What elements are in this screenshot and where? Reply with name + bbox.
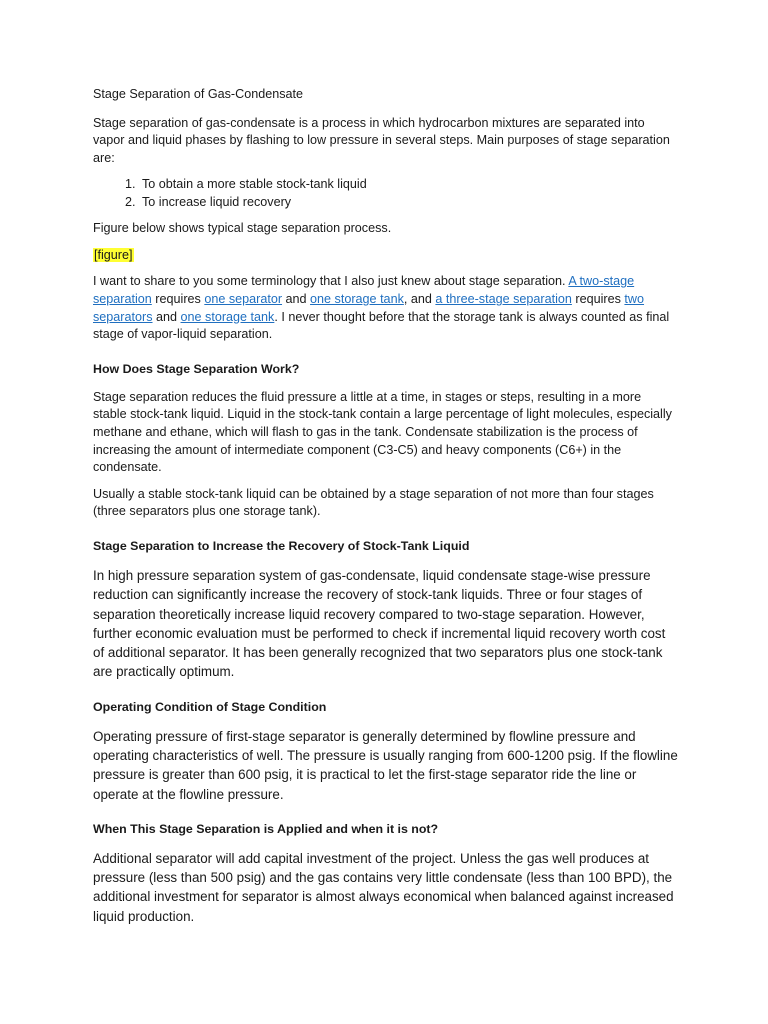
figure-placeholder: [figure] bbox=[94, 247, 133, 262]
terminology-text: . I never thought before that the storage tank is always counted as final stage of vapor-liquid separation. bbox=[93, 309, 670, 342]
terminology-text: and bbox=[152, 309, 181, 324]
section-paragraph: Additional separator will add capital investment of the project. Unless the gas well produces at pressure (less than 500 psig) and the gas contains very little condensate (less than 100 BPD), the additional investment for separator is almost always economical when balanced against increased liquid production. bbox=[93, 850, 674, 924]
link-two-separators[interactable]: two separators bbox=[93, 291, 645, 324]
list-item: 1. To obtain a more stable stock-tank liquid bbox=[139, 176, 678, 193]
section-paragraph: In high pressure separation system of gas-condensate, liquid condensate stage-wise pressure reduction can significantly increase the recovery of stock-tank liquids. Three or four stages of separation theoretically increase liquid recovery compared to two-stage separation. However, further economic evaluation must be performed to check if incremental liquid recovery worth cost of additional separator. It has been generally recognized that two separators plus one stock-tank are practically optimum. bbox=[93, 567, 666, 680]
list-item: 2. To increase liquid recovery bbox=[139, 194, 678, 211]
link-three-stage-separation[interactable]: a three-stage separation bbox=[435, 291, 572, 306]
terminology-text: I want to share to you some terminology that I also just knew about stage separation. bbox=[93, 274, 569, 289]
section-heading: How Does Stage Separation Work? bbox=[93, 361, 300, 376]
section-paragraph: Stage separation reduces the fluid pressure a little at a time, in stages or steps, resulting in a more stable stock-tank liquid. Liquid in the stock-tank contain a large percentage of light molecules, especially methane and ethane, which will flash to gas in the tank. Condensate stabilization is the process of increasing the amount of intermediate component (C3-C5) and heavy components (C6+) in the condensate. bbox=[93, 389, 672, 475]
section-heading: Stage Separation to Increase the Recovery of Stock-Tank Liquid bbox=[93, 538, 470, 553]
section-heading: Operating Condition of Stage Condition bbox=[93, 699, 327, 714]
link-one-storage-tank[interactable]: one storage tank bbox=[310, 291, 404, 306]
terminology-text: requires bbox=[571, 291, 625, 306]
figure-paragraph bbox=[93, 247, 678, 265]
section-paragraph: Operating pressure of first-stage separator is generally determined by flowline pressure and operating characteristics of well. The pressure is usually ranging from 600-1200 psig. If the flowline pressure is greater than 600 psig, it is practical to let the first-stage separator ride the line or operate at the flowline pressure. bbox=[93, 728, 678, 802]
terminology-text: requires bbox=[151, 291, 205, 306]
intro-paragraph: Stage separation of gas-condensate is a process in which hydrocarbon mixtures are separated into vapor and liquid phases by flashing to low pressure in several steps. Main purposes of stage separation are: bbox=[93, 115, 670, 165]
terminology-paragraph bbox=[93, 273, 678, 343]
link-two-stage-separation[interactable]: A two-stage separation bbox=[93, 274, 635, 306]
link-one-storage-tank-2[interactable]: one storage tank bbox=[180, 309, 275, 324]
link-one-separator[interactable]: one separator bbox=[204, 291, 283, 306]
section-paragraph: Usually a stable stock-tank liquid can be obtained by a stage separation of not more than four stages (three separators plus one storage tank). bbox=[93, 486, 654, 519]
figure-intro: Figure below shows typical stage separation process. bbox=[93, 221, 392, 236]
document-title: Stage Separation of Gas-Condensate bbox=[93, 87, 304, 101]
section-heading: When This Stage Separation is Applied and when it is not? bbox=[93, 821, 439, 836]
terminology-text: , and bbox=[403, 291, 436, 306]
terminology-text: and bbox=[282, 291, 311, 306]
purposes-list bbox=[93, 176, 678, 211]
